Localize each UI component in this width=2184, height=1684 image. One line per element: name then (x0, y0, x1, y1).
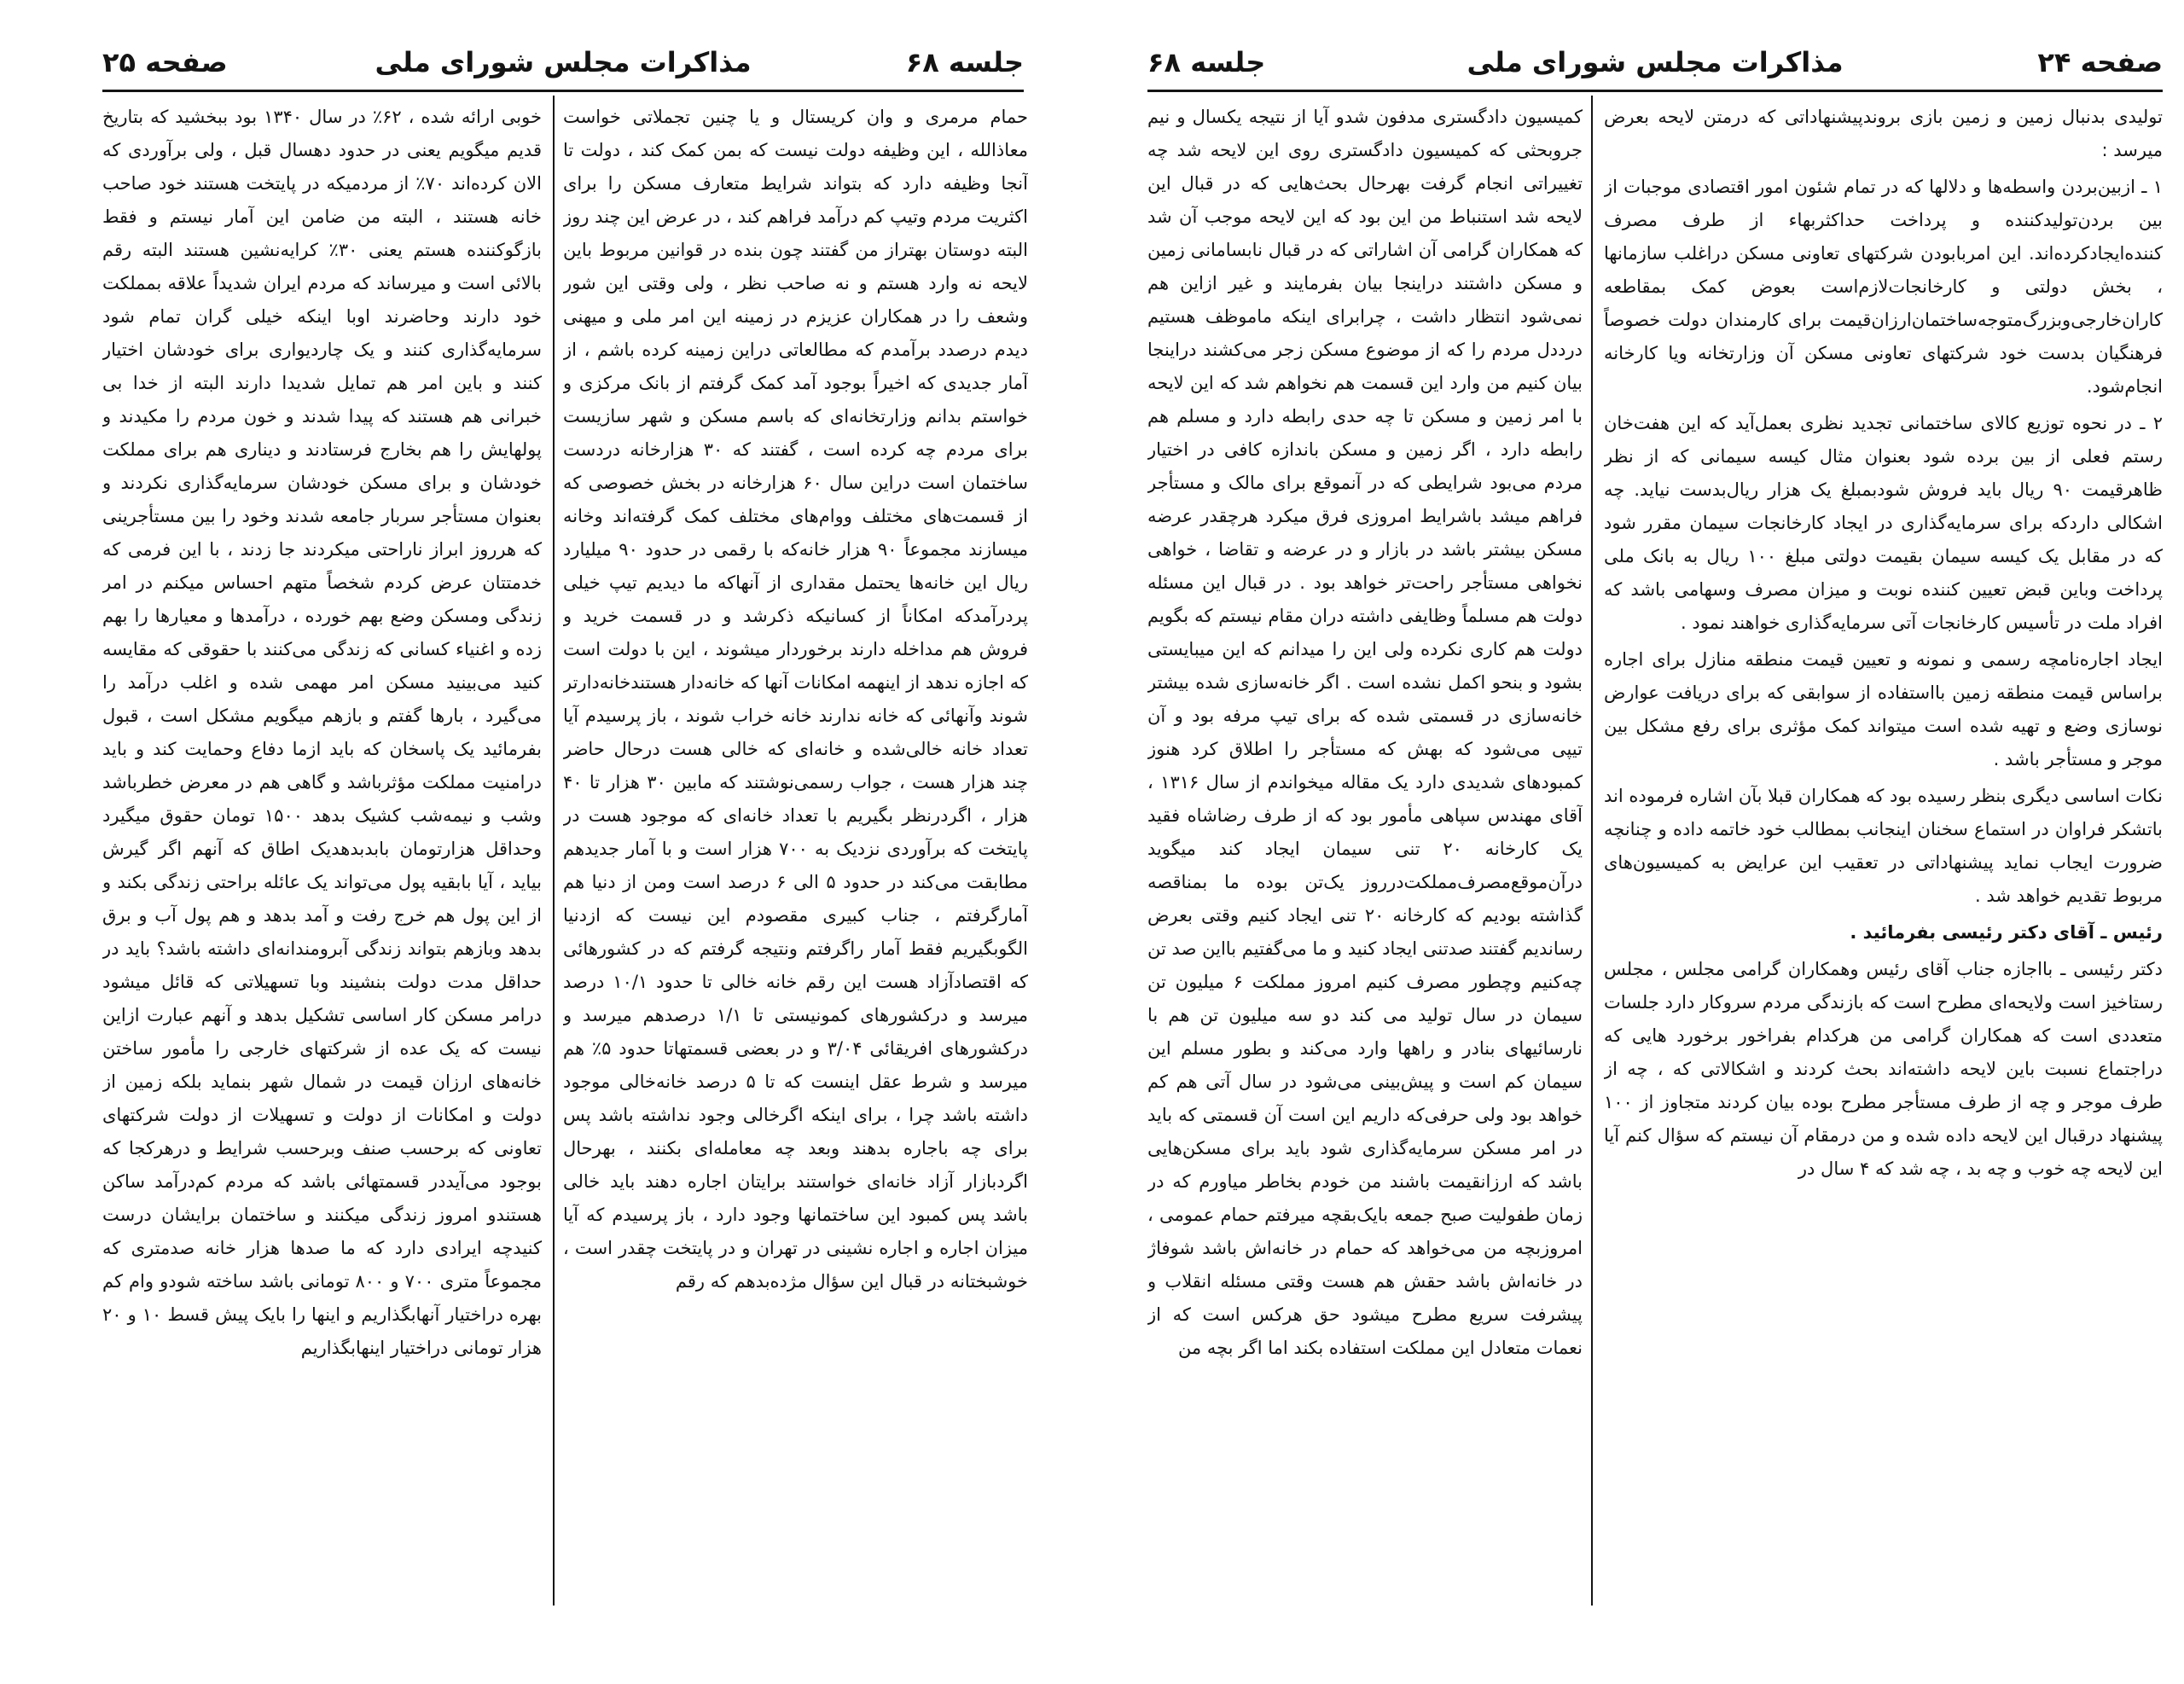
paragraph: ایجاد اجاره‌نامچه رسمی و نمونه و تعیین قیمت منطقه منازل برای اجاره براساس قیمت منطقه زمین بااستفاده از سوابقی که برای دریافت عوارض نوسازی وضع و تهیه شده است میتواند کمک مؤثری برای رفع مشکل بین موجر و مستأجر باشد . (1604, 649, 2163, 769)
paragraph: ۱ ـ ازبین‌بردن واسطه‌ها و دلالها که در تمام شئون امور اقتصادی موجبات از بین بردن‌تولیدکننده و پرداخت حداکثربهاء از طرف مصرف کننده‌ایجادکرده‌اند. این امربابودن شرکتهای تعاونی مسکن دراغلب سازمانها ، بخش دولتی و کارخانجات‌لازم‌است بعوض کمک بمقاطعه کاران‌خارجی‌وبزرگ‌متوجه‌ساختمان‌ارزان‌قیمت برای کارمندان دولت خصوصاً فرهنگیان بدست خود شرکتهای تعاونی مسکن آن وزارتخانه ویا کارخانه انجام‌شود. (1604, 177, 2163, 397)
right-page-column-left (1147, 101, 1583, 1602)
left-header-rule (102, 90, 1024, 92)
paragraph: کمیسیون دادگستری مدفون شدو آیا از نتیجه یکسال و نیم جروبحثی که کمیسیون دادگستری روی این لایحه شد چه تغییراتی انجام گرفت بهرحال بحث‌هایی که در قبال این لایحه شد استنباط من این بود که این لایحه موجب آن شد که همکاران گرامی آن اشاراتی که در قبال نابسامانی زمین و مسکن داشتند دراینجا بیان بفرمایند و غیر ازاین هم نمی‌شود انتظار داشت ، چرابرای اینکه ماموظف هستیم درددل مردم را که از موضوع مسکن زجر می‌کشند دراینجا بیان کنیم من وارد این قسمت هم نخواهم شد که این لایحه با امر زمین و مسکن تا چه حدی رابطه دارد و مسلم هم رابطه دارد ، اگر زمین و مسکن باندازه کافی در اختیار مردم می‌بود شرایطی که در آنموقع برای مالک و مستأجر فراهم میشد باشرایط امروزی فرق میکرد هرچقدر عرضه مسکن بیشتر باشد در بازار و در عرضه و تقاضا ، خواهی نخواهی مستأجر راحت‌تر خواهد بود . در قبال این مسئله دولت هم مسلماً وظایفی داشته دران مقام نیستم که بگویم دولت هم کاری نکرده ولی این را میدانم که این میبایستی بشود و بنحو اکمل نشده است . اگر خانه‌سازی شده بیشتر خانه‌سازی در قسمتی شده که برای تیپ مرفه بود و آن تیپی می‌شود که بهش که مستأجر را اطلاق کرد هنوز کمبودهای شدیدی دارد یک مقاله میخواندم از سال ۱۳۱۶ ، آقای مهندس سپاهی مأمور بود که از طرف رضاشاه فقید یک کارخانه ۲۰ تنی سیمان ایجاد کند میگوید درآن‌موقع‌مصرف‌مملکت‌درروز یک‌تن بوده ما بمناقصه گذاشته بودیم که کارخانه ۲۰ تنی ایجاد کنیم وقتی بعرض رساندیم گفتند صدتنی ایجاد کنید و ما می‌گفتیم بااین صد تن چه‌کنیم وچطور مصرف کنیم امروز مملکت ۶ میلیون تن سیمان در سال تولید می کند دو سه میلیون تن هم با نارسائیهای بنادر و راهها وارد می‌کند و بطور مسلم این سیمان کم است و پیش‌بینی می‌شود در سال آتی هم کم خواهد بود ولی حرفی‌که داریم این است آن قسمتی که باید در امر مسکن سرمایه‌گذاری شود باید برای مسکن‌هایی باشد که ارزانقیمت باشند من خودم بخاطر میاورم که در زمان طفولیت صبح جمعه بایک‌بقچه میرفتم حمام عمومی ، امروزبچه من می‌خواهد که حمام در خانه‌اش باشد شوفاژ در خانه‌اش باشد حقش هم هست وقتی مسئله انقلاب و پیشرفت سریع مطرح میشود حق هرکس است که از نعمات متعادل این مملکت استفاده بکند اما اگر بچه من (1147, 107, 1583, 1358)
speaker-line: رئیس ـ آقای دکتر رئیسی بفرمائید . (1850, 922, 2163, 943)
paragraph: نکات اساسی دیگری بنظر رسیده بود که همکاران قبلا بآن اشاره فرموده اند باتشکر فراوان در استماع سخنان اینجانب بمطالب خود خاتمه داده و چنانچه ضرورت ایجاب نماید پیشنهاداتی در تعقیب این عرایض به کمیسیون‌های مربوط تقدیم خواهد شد . (1604, 786, 2163, 906)
paragraph: دکتر رئیسی ـ بااجازه جناب آقای رئیس وهمکاران گرامی مجلس ، مجلس رستاخیز است ولایحه‌ای مطرح است که بازندگی مردم سروکار دارد جلسات متعددی است که همکاران گرامی من هرکدام بفراخور برخورد هایی که دراجتماع نسبت باین لایحه داشته‌اند بحث کردند و اشکالاتی که ، چه از طرف موجر و چه از طرف مستأجر مطرح بوده بیان کردند متجاوز از ۱۰۰ پیشنهاد درقبال این لایحه داده شده و من درمقام آن نیستم که سؤال کنم آیا این لایحه چه خوب و چه بد ، چه شد که ۴ سال در (1604, 959, 2163, 1179)
paragraph: خوبی ارائه شده ، ۶۲٪ در سال ۱۳۴۰ بود ببخشید که بتاریخ قدیم میگویم یعنی در حدود دهسال قبل ، ولی برآوردی که الان کرده‌اند ۷۰٪ از مردمیکه در پایتخت هستند خود صاحب خانه هستند ، البته من ضامن این آمار نیستم و فقط بازگوکننده هستم یعنی ۳۰٪ کرایه‌نشین هستند البته رقم بالائی است و میرساند که مردم ایران شدیداً علاقه بمملکت خود دارند وحاضرند اوبا اینکه خیلی گران تمام شود سرمایه‌گذاری کنند و یک چاردیواری برای خودشان اختیار کنند و باین امر هم تمایل شدیدا دارند البته از خدا بی خبرانی هم هستند که پیدا شدند و خون مردم را مکیدند و پولهایش را هم بخارج فرستادند و دیناری هم برای مملکت خودشان و برای مسکن خودشان سرمایه‌گذاری نکردند و بعنوان مستأجر سربار جامعه شدند وخود را بین مستأجرینی که هرروز ابراز ناراحتی میکردند جا زدند ، با این فرمی که خدمتتان عرض کردم شخصاً متهم احساس میکنم در امر زندگی ومسکن وضع بهم خورده ، درآمدها و معیارها را بهم زده و اغنیاء کسانی که زندگی می‌کنند با حقوقی که مقایسه کنید می‌بینید مسکن امر مهمی شده و اغلب درآمد را می‌گیرد ، بارها گفتم و بازهم میگویم مشکل است ، قبول بفرمائید یک پاسخان که باید ازما دفاع وحمایت کند و باید درامنیت مملکت مؤثرباشد و گاهی هم در معرض خطرباشد وشب و نیمه‌شب کشیک بدهد ۱۵۰۰ تومان حقوق میگیرد وحداقل هزارتومان بابدبدهدیک اطاق که آنهم اگر گیرش بیاید ، آیا بابقیه پول می‌تواند یک عائله براحتی زندگی بکند و از این پول هم خرج رفت و آمد بدهد و هم پول آب و برق بدهد وبازهم بتواند زندگی آبرومندانه‌ای داشته باشد؟ باید در حداقل مدت دولت بنشیند وبا تسهیلاتی که قائل میشود درامر مسکن کار اساسی تشکیل بدهد و آنهم عبارت ازاین نیست که یک عده از شرکتهای خارجی را مأمور ساختن خانه‌های ارزان قیمت در شمال شهر بنماید بلکه زمین از دولت و امکانات از دولت و تسهیلات از دولت شرکتهای تعاونی که برحسب صنف وبرحسب شرایط و درهرکجا که بوجود می‌آیددر قسمتهائی باشد که مردم کم‌درآمد ساکن هستندو امروز زندگی میکنند و ساختمان برایشان درست کنیدچه ایرادی دارد که ما صدها هزار خانه صدمتری که مجموعاً متری ۷۰۰ و ۸۰۰ تومانی باشد ساخته شودو وام کم بهره دراختیار آنهابگذاریم و اینها را بایک پیش قسط ۱۰ و ۲۰ هزار تومانی دراختیار اینهابگذاریم (102, 107, 542, 1358)
paragraph: حمام مرمری و وان کریستال و یا چنین تجملاتی خواست معاذالله ، این وظیفه دولت نیست که بمن کمک کند ، دولت تا آنجا وظیفه دارد که بتواند شرایط متعارف مسکن را برای اکثریت مردم وتیپ کم درآمد فراهم کند ، در عرض این چند روز البته دوستان بهتراز من گفتند چون بنده در قوانین مربوط باین لایحه نه وارد هستم و نه صاحب نظر ، ولی وقتی این شور وشعف را در همکاران عزیزم در زمینه این امر ملی و میهنی دیدم درصدد برآمدم که مطالعاتی دراین زمینه کرده باشم ، از آمار جدیدی که اخیراً بوجود آمد کمک گرفتم از بانک مرکزی و خواستم بدانم وزارتخانه‌ای که باسم مسکن و شهر سازیست برای مردم چه کرده است ، گفتند که ۳۰ هزارخانه دردست ساختمان است دراین سال ۶۰ هزارخانه در بخش خصوصی که از قسمت‌های مختلف ووام‌های مختلف کمک گرفته‌اند وخانه میسازند مجموعاً ۹۰ هزار خانه‌که با رقمی در حدود ۹۰ میلیارد ریال این خانه‌ها یحتمل مقداری از آنهاکه ما دیدیم تیپ خیلی پردرآمدکه امکاناً از کسانیکه ذکرشد و در قسمت خرید و فروش هم مداخله دارند برخوردار میشوند ، این با دولت است که اجازه ندهد از اینهمه امکانات آنها که خانه‌دار هستندخانه‌دارتر شوند وآنهائی که خانه ندارند خانه خراب شوند ، باز پرسیدم آیا تعداد خانه خالی‌شده و خانه‌ای که خالی هست درحال حاضر چند هزار هست ، جواب رسمی‌نوشتند که مابین ۳۰ هزار تا ۴۰ هزار ، اگردرنظر بگیریم با تعداد خانه‌ای که موجود هست در پایتخت که برآوردی نزدیک به ۷۰۰ هزار است و با آمار جدیدهم مطابقت می‌کند در حدود ۵ الی ۶ درصد است ومن از دنیا هم آمارگرفتم ، جناب کبیری مقصودم این نیست که ازدنیا الگوبگیریم فقط آمار راگرفتم ونتیجه گرفتم که در کشورهائی که اقتصادآزاد هست این رقم خانه خالی تا حدود ۱۰/۱ درصد میرسد و درکشورهای کمونیستی تا ۱/۱ درصدهم میرسد و درکشورهای افریقائی ۳/۰۴ و در بعضی قسمتهاتا حدود ۵٪ هم میرسد و شرط عقل اینست که تا ۵ درصد خانه‌خالی موجود داشته باشد چرا ، برای اینکه اگرخالی وجود نداشته باشد پس برای چه باجاره بدهند وبعد چه معامله‌ای بکنند ، بهرحال اگردبازار آزاد خانه‌ای خواستند برایتان اجاره دهند باید خالی باشد پس کمبود این ساختمانها وجود دارد ، باز پرسیدم که آیا میزان اجاره و اجاره نشینی در تهران و در پایتخت چقدر است ، خوشبختانه در قبال این سؤال مژده‌بدهم که رقم (563, 107, 1028, 1292)
right-page (1101, 0, 2184, 1684)
left-column-divider (553, 96, 555, 1606)
left-page-column-left (102, 101, 542, 1602)
right-header-session: جلسه ۶۸ (1147, 46, 1266, 78)
right-header-page-number: صفحه ۲۴ (2037, 46, 2163, 78)
paragraph: تولیدی بدنبال زمین و زمین بازی بروندپیشنهاداتی که درمتن لایحه بعرض میرسد : (1604, 107, 2163, 160)
left-header-session: جلسه ۶۸ (905, 46, 1024, 78)
left-page-column-right (563, 101, 1028, 1602)
paragraph: ۲ ـ در نحوه توزیع کالای ساختمانی تجدید نظری بعمل‌آید که این هفت‌خان رستم فعلی از بین برده شود بعنوان مثال کیسه سیمانی که از نظر ظاهرقیمت ۹۰ ریال باید فروش شودبمبلغ یک هزار ریال‌بدست نیاید. چه اشکالی داردکه برای سرمایه‌گذاری در ایجاد کارخانجات سیمان مقرر شود که در مقابل یک کیسه سیمان بقیمت دولتی مبلغ ۱۰۰ ریال به بانک ملی پرداخت وباین قبض تعیین کننده نوبت و میزان مصرف وسهامی باشد که افراد ملت در تأسیس کارخانجات آتی سرمایه‌گذاری خواهند نمود . (1604, 413, 2163, 633)
right-page-header (1147, 34, 2163, 92)
right-header-title: مذاکرات مجلس شورای ملی (1467, 46, 1844, 78)
left-header-page-number: صفحه ۲۵ (102, 46, 228, 78)
right-page-column-right (1604, 101, 2163, 1602)
left-header-title: مذاکرات مجلس شورای ملی (375, 46, 752, 78)
right-column-divider (1591, 96, 1593, 1606)
left-page-header (102, 34, 1024, 92)
right-header-rule (1147, 90, 2163, 92)
